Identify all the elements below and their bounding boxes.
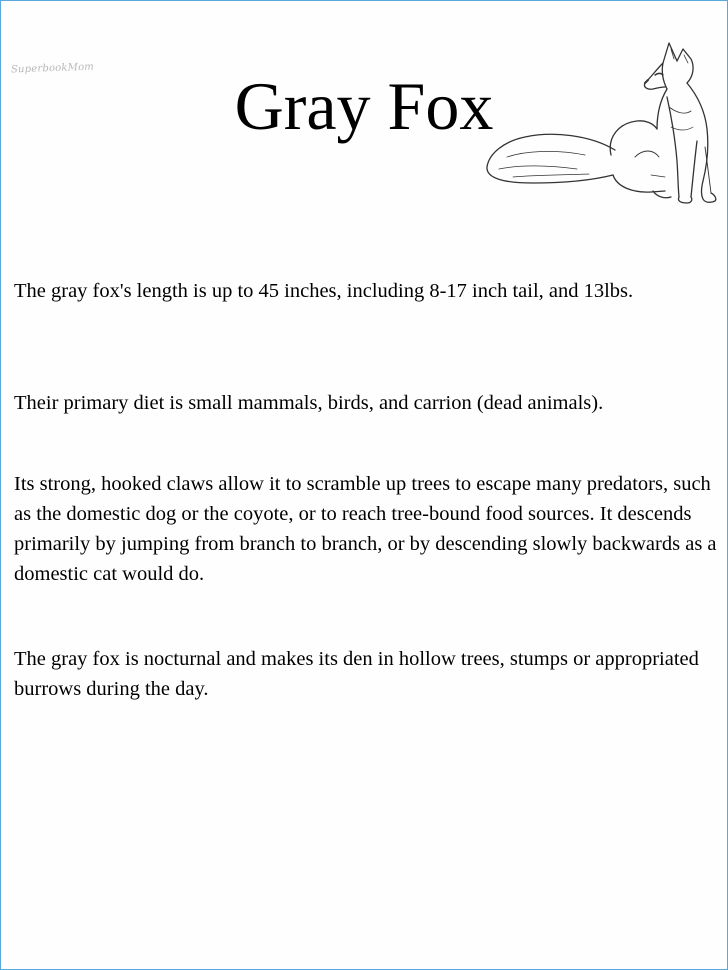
paragraph-habitat: The gray fox is nocturnal and makes its den in hollow trees, stumps or appropriated burrows during the day. [14, 648, 699, 700]
fox-icon [485, 37, 725, 209]
paragraph-climbing: Its strong, hooked claws allow it to scramble up trees to escape many predators, such as the domestic dog or the coyote, or to reach tree-bound food sources. It descends primarily by jumping from branch to branch, or by descending slowly backwards as a domestic cat would do. [14, 473, 717, 585]
page-title: Gray Fox [234, 68, 494, 144]
paragraph-length: The gray fox's length is up to 45 inches, including 8-17 inch tail, and 13lbs. [14, 280, 634, 302]
watermark: SuperbookMom [10, 61, 95, 76]
paragraph-diet: Their primary diet is small mammals, birds, and carrion (dead animals). [14, 392, 604, 414]
